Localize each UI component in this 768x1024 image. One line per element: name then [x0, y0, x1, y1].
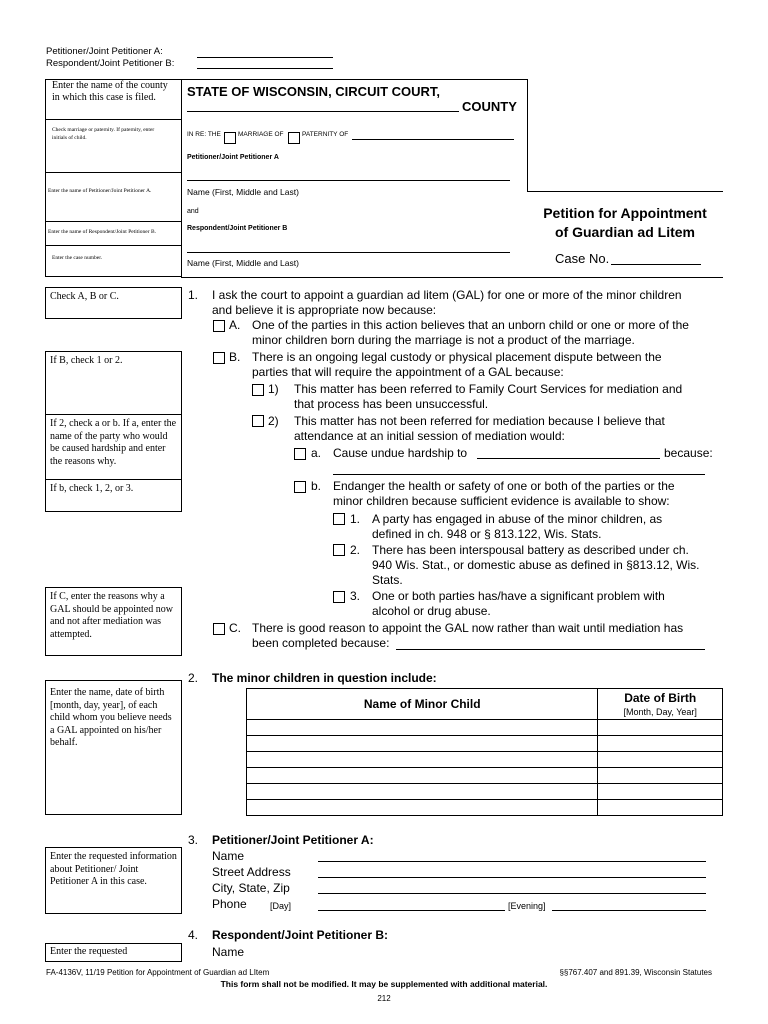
note-if-b2: If b, check 1, 2, or 3.	[45, 479, 182, 512]
option-c-reason-field[interactable]	[396, 649, 705, 650]
respondent-name-field[interactable]	[187, 252, 510, 253]
option-b1-label: 1)	[268, 382, 279, 396]
pet-phone-label: Phone	[212, 897, 247, 911]
case-no-field[interactable]	[611, 264, 701, 265]
note-if-c: If C, enter the reasons why a GAL should be appointed now and not after mediation was attempted.	[45, 587, 182, 656]
respondent-header-field[interactable]	[197, 68, 333, 69]
child-name-cell[interactable]	[247, 736, 598, 752]
option-2b1-checkbox[interactable]	[333, 513, 345, 525]
note-case-number: Enter the case number.	[52, 255, 103, 261]
pet-name-label: Name	[212, 849, 245, 863]
note-if-2: If 2, check a or b. If a, enter the name of the party who would be caused hardship and enter the reasons why.	[45, 414, 182, 480]
respondent-b-label: Respondent/Joint Petitioner B	[187, 225, 288, 232]
document-title: Petition for Appointment of Guardian ad Litem	[543, 205, 707, 240]
option-c-checkbox[interactable]	[213, 623, 225, 635]
option-2b1-label: 1.	[350, 512, 361, 526]
page-number: 212	[377, 994, 391, 1003]
option-c-label: C.	[229, 621, 241, 635]
child-name-cell[interactable]	[247, 720, 598, 736]
option-2b3-text1: One or both parties has/have a significant problem with	[372, 589, 665, 603]
pet-evening-phone-field[interactable]	[552, 910, 706, 911]
pet-name-field[interactable]	[318, 861, 706, 862]
child-dob-cell[interactable]	[598, 784, 723, 800]
section-4-title: Respondent/Joint Petitioner B:	[212, 928, 389, 942]
option-a-label: A.	[229, 318, 241, 332]
section-3-number: 3.	[188, 833, 199, 847]
option-a-text1: One of the parties in this action believes that an unborn child or one or more of the	[252, 318, 689, 332]
note-children: Enter the name, date of birth [month, day, year], of each child whom you believe needs a GAL appointed on his/her behalf.	[45, 680, 182, 815]
option-2b3-checkbox[interactable]	[333, 591, 345, 603]
option-b1-text1: This matter has been referred to Family Court Services for mediation and	[294, 382, 683, 396]
name-hint-2: Name (First, Middle and Last)	[187, 258, 299, 268]
in-re-label: IN RE: THE	[187, 131, 221, 138]
option-b-checkbox[interactable]	[213, 352, 225, 364]
note-if-b: If B, check 1 or 2.	[45, 351, 182, 415]
hardship-party-field[interactable]	[477, 458, 660, 459]
petitioner-label: Petitioner/Joint Petitioner A:	[46, 46, 163, 57]
section-1-number: 1.	[188, 288, 199, 302]
col-name-header: Name of Minor Child	[247, 689, 598, 720]
option-c-text2: been completed because:	[252, 636, 390, 650]
marriage-checkbox[interactable]	[224, 132, 236, 144]
option-b1-checkbox[interactable]	[252, 384, 264, 396]
option-2b1-text2: defined in ch. 948 or § 813.122, Wis. Stats.	[372, 527, 602, 541]
option-2a-label: a.	[311, 446, 322, 460]
pet-day-phone-field[interactable]	[318, 910, 505, 911]
marriage-label: MARRIAGE OF	[238, 131, 284, 138]
note-petitioner-info: Enter the requested information about Petitioner/ Joint Petitioner A in this case.	[45, 847, 182, 914]
section-1-line2: and believe it is appropriate now because:	[212, 303, 437, 317]
option-2a-checkbox[interactable]	[294, 448, 306, 460]
name-hint: Name (First, Middle and Last)	[187, 187, 299, 197]
section-2-number: 2.	[188, 671, 199, 685]
option-b1-text2: that process has been unsuccessful.	[294, 397, 489, 411]
paternity-initials-field[interactable]	[352, 139, 514, 140]
section-3-title: Petitioner/Joint Petitioner A:	[212, 833, 374, 847]
case-no-label: Case No.	[555, 251, 610, 266]
petitioner-header-field[interactable]	[197, 57, 333, 58]
child-name-cell[interactable]	[247, 784, 598, 800]
option-c-text1: There is good reason to appoint the GAL now rather than wait until mediation has	[252, 621, 684, 635]
pet-evening-label: [Evening]	[508, 901, 546, 911]
note-check-abc: Check A, B or C.	[45, 287, 182, 319]
footer-statutes: §§767.407 and 891.39, Wisconsin Statutes	[559, 968, 712, 977]
option-b2-text1: This matter has not been referred for mediation because I believe that	[294, 414, 665, 428]
option-2b2-text3: Stats.	[372, 573, 403, 587]
option-a-checkbox[interactable]	[213, 320, 225, 332]
option-2b-text1: Endanger the health or safety of one or both of the parties or the	[333, 479, 675, 493]
petitioner-a-label: Petitioner/Joint Petitioner A	[187, 154, 279, 161]
child-name-cell[interactable]	[247, 800, 598, 816]
petitioner-name-field[interactable]	[187, 180, 510, 181]
option-b-label: B.	[229, 350, 241, 364]
pet-street-field[interactable]	[318, 877, 706, 878]
pet-street-label: Street Address	[212, 865, 291, 879]
hardship-reason-field[interactable]	[333, 474, 705, 475]
option-b-text2: parties that will require the appointment of a GAL because:	[252, 365, 564, 379]
child-dob-cell[interactable]	[598, 720, 723, 736]
section-1-line1: I ask the court to appoint a guardian ad litem (GAL) for one or more of the minor children	[212, 288, 682, 302]
note-marriage: Check marriage or paternity. If paternity, enter initials of child.	[52, 127, 155, 141]
footer-notice: This form shall not be modified. It may be supplemented with additional material.	[220, 979, 548, 989]
col-dob-header: Date of Birth [Month, Day, Year]	[598, 689, 723, 720]
footer-form-id: FA-4136V, 11/19 Petition for Appointment of Guardian ad LItem	[46, 968, 270, 977]
note-respondent: Enter the name of Respondent/Joint Petitioner B.	[48, 229, 156, 235]
note-county: Enter the name of the county in which this case is filed.	[52, 80, 168, 103]
section-4-number: 4.	[188, 928, 199, 942]
child-name-cell[interactable]	[247, 752, 598, 768]
child-dob-cell[interactable]	[598, 800, 723, 816]
option-b2-label: 2)	[268, 414, 279, 428]
option-2b2-text1: There has been interspousal battery as described under ch.	[372, 543, 689, 557]
child-dob-cell[interactable]	[598, 768, 723, 784]
option-2b2-text2: 940 Wis. Stat., or domestic abuse as defined in §813.12, Wis.	[372, 558, 700, 572]
option-b-text1: There is an ongoing legal custody or physical placement dispute between the	[252, 350, 662, 364]
caption-notes-box	[45, 79, 182, 277]
note-respondent-info: Enter the requested	[45, 943, 182, 962]
county-field[interactable]	[187, 111, 459, 112]
option-2b3-label: 3.	[350, 589, 361, 603]
respondent-label: Respondent/Joint Petitioner B:	[46, 58, 175, 69]
note-petitioner: Enter the name of Petitioner/Joint Petitioner A.	[48, 188, 152, 194]
option-2b1-text1: A party has engaged in abuse of the minor children, as	[372, 512, 663, 526]
option-a-text2: minor children born during the marriage is not a product of the marriage.	[252, 333, 635, 347]
child-name-cell[interactable]	[247, 768, 598, 784]
county-label: COUNTY	[462, 99, 517, 114]
pet-city-field[interactable]	[318, 893, 706, 894]
option-2a-text: Cause undue hardship to	[333, 446, 468, 460]
option-b2-text2: attendance at an initial session of mediation would:	[294, 429, 565, 443]
resp-name-label: Name	[212, 945, 245, 959]
option-b2-checkbox[interactable]	[252, 415, 264, 427]
section-2-title: The minor children in question include:	[212, 671, 437, 685]
option-2b2-checkbox[interactable]	[333, 544, 345, 556]
paternity-checkbox[interactable]	[288, 132, 300, 144]
court-heading: STATE OF WISCONSIN, CIRCUIT COURT,	[187, 84, 441, 99]
child-dob-cell[interactable]	[598, 736, 723, 752]
pet-day-label: [Day]	[270, 901, 292, 911]
because-label: because:	[664, 446, 713, 460]
children-table	[246, 688, 723, 816]
option-2b-checkbox[interactable]	[294, 481, 306, 493]
paternity-label: PATERNITY OF	[302, 131, 349, 138]
option-2b-label: b.	[311, 479, 322, 493]
and-label: and	[187, 208, 199, 215]
pet-city-label: City, State, Zip	[212, 881, 290, 895]
option-2b2-label: 2.	[350, 543, 361, 557]
option-2b3-text2: alcohol or drug abuse.	[372, 604, 491, 618]
child-dob-cell[interactable]	[598, 752, 723, 768]
option-2b-text2: minor children because sufficient evidence is available to show:	[333, 494, 670, 508]
